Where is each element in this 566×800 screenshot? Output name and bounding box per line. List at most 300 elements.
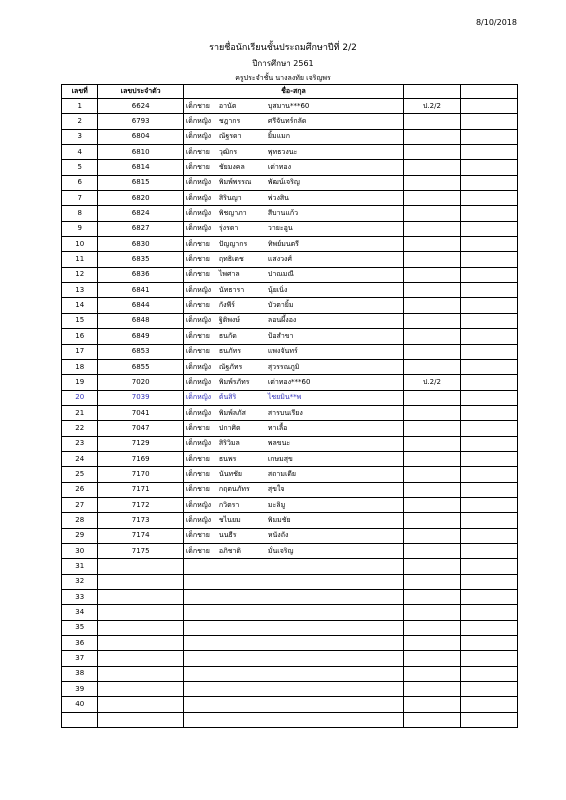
table-row (62, 605, 518, 620)
student-name (183, 436, 403, 451)
class-note (403, 543, 460, 558)
header-extra-2 (460, 85, 517, 99)
extra-cell (460, 620, 517, 635)
header-name: ชื่อ-สกุล (183, 85, 403, 99)
student-name (183, 451, 403, 466)
first-name: นนธีร (218, 531, 237, 540)
student-id: 6827 (98, 221, 184, 236)
student-id: 6855 (98, 359, 184, 374)
class-note (403, 697, 460, 712)
student-id (98, 651, 184, 666)
table-row (62, 283, 518, 298)
extra-cell (460, 528, 517, 543)
table-row (62, 590, 518, 605)
first-name: กวิตรา (218, 500, 240, 509)
class-note (403, 267, 460, 282)
student-id (98, 712, 184, 727)
extra-cell (460, 559, 517, 574)
table-row (62, 636, 518, 651)
student-name (183, 590, 403, 605)
row-number: 27 (62, 497, 98, 512)
student-name (183, 206, 403, 221)
row-number: 8 (62, 206, 98, 221)
last-name: พลขนะ (267, 439, 291, 448)
name-prefix: เด็กหญิง (185, 439, 212, 448)
student-name (183, 528, 403, 543)
table-row (62, 497, 518, 512)
row-number: 14 (62, 298, 98, 313)
name-prefix: เด็กชาย (185, 255, 210, 264)
row-number: 9 (62, 221, 98, 236)
last-name: มะลิมู (267, 500, 286, 509)
extra-cell (460, 283, 517, 298)
first-name: ธนพร (218, 454, 237, 463)
extra-cell (460, 359, 517, 374)
student-name (183, 160, 403, 175)
name-prefix: เด็กชาย (185, 347, 210, 356)
student-name (183, 620, 403, 635)
name-prefix: เด็กชาย (185, 331, 210, 340)
student-name (183, 482, 403, 497)
last-name: สีบานแก้ว (267, 209, 299, 218)
student-roster-table (61, 84, 518, 728)
last-name: เต่าทอง***60 (267, 377, 311, 386)
last-name: มั่นเจริญ (267, 546, 294, 555)
last-name: เต่าทอง (267, 163, 292, 172)
student-name (183, 267, 403, 282)
student-name (183, 405, 403, 420)
class-note (403, 252, 460, 267)
first-name: ชไนยม (218, 515, 241, 524)
name-prefix: เด็กชาย (185, 239, 210, 248)
table-row (62, 114, 518, 129)
name-prefix: เด็กชาย (185, 101, 210, 110)
student-id: 7129 (98, 436, 184, 451)
extra-cell (460, 543, 517, 558)
extra-cell (460, 682, 517, 697)
class-note (403, 421, 460, 436)
last-name: นุ้ยเนิ่ง (267, 285, 288, 294)
row-number: 40 (62, 697, 98, 712)
first-name: พิมพ์รภัทร (218, 377, 250, 386)
last-name: พัฒน์เจริญ (267, 178, 300, 187)
student-id: 6824 (98, 206, 184, 221)
class-note (403, 482, 460, 497)
student-name (183, 421, 403, 436)
first-name: ชัยมงคล (218, 163, 245, 172)
student-name (183, 298, 403, 313)
class-note: ป.2/2 (403, 99, 460, 114)
class-note (403, 467, 460, 482)
extra-cell (460, 160, 517, 175)
class-note (403, 513, 460, 528)
table-row (62, 697, 518, 712)
class-note: ป.2/2 (403, 375, 460, 390)
last-name: ทิพย์มนตรี (267, 239, 299, 248)
class-note (403, 129, 460, 144)
name-prefix: เด็กชาย (185, 485, 210, 494)
table-row (62, 620, 518, 635)
student-id: 7175 (98, 543, 184, 558)
student-id: 6793 (98, 114, 184, 129)
extra-cell (460, 99, 517, 114)
row-number: 6 (62, 175, 98, 190)
class-note (403, 497, 460, 512)
class-note (403, 160, 460, 175)
class-note (403, 191, 460, 206)
name-prefix: เด็กหญิง (185, 132, 212, 141)
student-id: 6844 (98, 298, 184, 313)
row-number: 22 (62, 421, 98, 436)
name-prefix: เด็กหญิง (185, 178, 212, 187)
last-name: เกษมสุข (267, 454, 293, 463)
student-name (183, 237, 403, 252)
extra-cell (460, 252, 517, 267)
student-name (183, 175, 403, 190)
name-prefix: เด็กชาย (185, 469, 210, 478)
name-prefix: เด็กหญิง (185, 193, 212, 202)
row-number: 33 (62, 590, 98, 605)
student-name (183, 712, 403, 727)
extra-cell (460, 590, 517, 605)
student-name (183, 513, 403, 528)
row-number: 12 (62, 267, 98, 282)
name-prefix: เด็กหญิง (185, 117, 212, 126)
row-number: 17 (62, 344, 98, 359)
student-id: 7169 (98, 451, 184, 466)
student-id (98, 559, 184, 574)
first-name: นันทชัย (218, 469, 242, 478)
table-row (62, 651, 518, 666)
class-note (403, 237, 460, 252)
student-name (183, 283, 403, 298)
row-number: 20 (62, 390, 98, 405)
first-name: ฤทธิเดช (218, 255, 244, 264)
class-note (403, 390, 460, 405)
extra-cell (460, 237, 517, 252)
name-prefix: เด็กหญิง (185, 224, 212, 233)
homeroom-teacher: ครูประจำชั้น นางลงทัย เจริญพร (235, 74, 331, 82)
last-name: บัวตายิ้ม (267, 301, 294, 310)
student-id: 6804 (98, 129, 184, 144)
extra-cell (460, 191, 517, 206)
student-id (98, 697, 184, 712)
student-id (98, 620, 184, 635)
row-number: 30 (62, 543, 98, 558)
table-row (62, 221, 518, 236)
table-row (62, 543, 518, 558)
row-number: 38 (62, 666, 98, 681)
table-row (62, 252, 518, 267)
extra-cell (460, 421, 517, 436)
name-prefix: เด็กหญิง (185, 285, 212, 294)
row-number: 5 (62, 160, 98, 175)
student-id: 7174 (98, 528, 184, 543)
table-row (62, 129, 518, 144)
student-id: 7020 (98, 375, 184, 390)
class-note (403, 206, 460, 221)
name-prefix: เด็กหญิง (185, 377, 212, 386)
student-id: 6815 (98, 175, 184, 190)
student-name (183, 114, 403, 129)
name-prefix: เด็กหญิง (185, 408, 212, 417)
table-row (62, 451, 518, 466)
row-number: 10 (62, 237, 98, 252)
last-name: ทาเลื้อ (267, 423, 288, 432)
row-number: 24 (62, 451, 98, 466)
first-name: สิรินญา (218, 193, 242, 202)
student-id: 6835 (98, 252, 184, 267)
student-id (98, 682, 184, 697)
student-id (98, 636, 184, 651)
table-row (62, 191, 518, 206)
class-note (403, 620, 460, 635)
header-student-id: เลขประจำตัว (98, 85, 184, 99)
first-name: ไพศาล (218, 270, 240, 279)
student-id: 6814 (98, 160, 184, 175)
student-name (183, 221, 403, 236)
student-name (183, 467, 403, 482)
extra-cell (460, 313, 517, 328)
last-name: สุขใจ (267, 485, 285, 494)
extra-cell (460, 298, 517, 313)
name-prefix: เด็กหญิง (185, 393, 212, 402)
class-note (403, 359, 460, 374)
row-number: 11 (62, 252, 98, 267)
class-note (403, 666, 460, 681)
class-note (403, 329, 460, 344)
student-id: 7041 (98, 405, 184, 420)
table-body (62, 99, 518, 728)
student-name (183, 666, 403, 681)
first-name: ธนภัทร (218, 347, 241, 356)
name-prefix: เด็กหญิง (185, 209, 212, 218)
table-row (62, 528, 518, 543)
class-note (403, 313, 460, 328)
first-name: อานัต (218, 101, 237, 110)
row-number: 29 (62, 528, 98, 543)
header-number: เลขที่ (62, 85, 98, 99)
row-number: 36 (62, 636, 98, 651)
row-number (62, 712, 98, 727)
row-number: 37 (62, 651, 98, 666)
table-row (62, 421, 518, 436)
first-name: กฤตนภัทร (218, 485, 250, 494)
table-row (62, 329, 518, 344)
student-id: 6841 (98, 283, 184, 298)
row-number: 26 (62, 482, 98, 497)
extra-cell (460, 712, 517, 727)
class-note (403, 636, 460, 651)
student-name (183, 651, 403, 666)
class-note (403, 651, 460, 666)
student-id: 7047 (98, 421, 184, 436)
student-name (183, 99, 403, 114)
row-number: 1 (62, 99, 98, 114)
table-row (62, 145, 518, 160)
class-note (403, 451, 460, 466)
class-note (403, 344, 460, 359)
row-number: 4 (62, 145, 98, 160)
first-name: ธนกัด (218, 331, 237, 340)
extra-cell (460, 175, 517, 190)
extra-cell (460, 375, 517, 390)
table-row (62, 666, 518, 681)
table-row (62, 359, 518, 374)
student-name (183, 559, 403, 574)
name-prefix: เด็กชาย (185, 270, 210, 279)
first-name: กังพีร์ (218, 301, 235, 310)
extra-cell (460, 145, 517, 160)
last-name: สถามเดีย (267, 469, 297, 478)
class-note (403, 605, 460, 620)
last-name: ป้อสำขา (267, 331, 294, 340)
extra-cell (460, 206, 517, 221)
row-number: 7 (62, 191, 98, 206)
last-name: แสงวงศ์ (267, 255, 292, 264)
table-row (62, 513, 518, 528)
row-number: 19 (62, 375, 98, 390)
extra-cell (460, 436, 517, 451)
row-number: 18 (62, 359, 98, 374)
name-prefix: เด็กชาย (185, 301, 210, 310)
student-id (98, 574, 184, 589)
student-id: 7173 (98, 513, 184, 528)
table-row (62, 559, 518, 574)
class-note (403, 221, 460, 236)
table-row (62, 160, 518, 175)
student-name (183, 313, 403, 328)
print-date: 8/10/2018 (475, 18, 517, 27)
table-row (62, 313, 518, 328)
name-prefix: เด็กหญิง (185, 500, 212, 509)
table-row (62, 712, 518, 727)
table-row (62, 574, 518, 589)
student-name (183, 344, 403, 359)
student-name (183, 497, 403, 512)
name-prefix: เด็กหญิง (185, 515, 212, 524)
student-name (183, 329, 403, 344)
row-number: 25 (62, 467, 98, 482)
first-name: พิมพ์พรรณ (218, 178, 252, 187)
student-id: 6853 (98, 344, 184, 359)
table-row (62, 298, 518, 313)
first-name: สิริวิมล (218, 439, 240, 448)
student-id (98, 605, 184, 620)
row-number: 34 (62, 605, 98, 620)
last-name: ปาณมณี (267, 270, 294, 279)
student-name (183, 697, 403, 712)
extra-cell (460, 497, 517, 512)
student-id: 7171 (98, 482, 184, 497)
student-name (183, 191, 403, 206)
extra-cell (460, 114, 517, 129)
first-name: ปกาศิต (218, 423, 241, 432)
student-name (183, 605, 403, 620)
class-note (403, 145, 460, 160)
class-note (403, 405, 460, 420)
row-number: 32 (62, 574, 98, 589)
student-name (183, 359, 403, 374)
last-name: พุทธวงนะ (267, 147, 298, 156)
student-id: 6836 (98, 267, 184, 282)
first-name: ต้นสิริ (218, 393, 237, 402)
extra-cell (460, 390, 517, 405)
last-name: ศรีจันทร์กลัด (267, 117, 307, 126)
last-name: ยิ้มแมก (267, 132, 290, 141)
table-row (62, 237, 518, 252)
row-number: 21 (62, 405, 98, 420)
row-number: 28 (62, 513, 98, 528)
table-row (62, 206, 518, 221)
class-note (403, 559, 460, 574)
first-name: ปัญญากร (218, 239, 248, 248)
student-id: 6820 (98, 191, 184, 206)
first-name: อภิชาติ (218, 546, 241, 555)
class-note (403, 175, 460, 190)
student-id: 7039 (98, 390, 184, 405)
extra-cell (460, 651, 517, 666)
academic-year: ปีการศึกษา 2561 (252, 59, 314, 68)
table-row (62, 467, 518, 482)
student-id: 7170 (98, 467, 184, 482)
class-note (403, 682, 460, 697)
first-name: วุฒิกร (218, 147, 238, 156)
student-id: 6830 (98, 237, 184, 252)
extra-cell (460, 666, 517, 681)
table-row (62, 267, 518, 282)
class-note (403, 436, 460, 451)
first-name: ฐิติพงษ์ (218, 316, 240, 325)
table-row (62, 99, 518, 114)
row-number: 15 (62, 313, 98, 328)
class-note (403, 590, 460, 605)
last-name: ลอนผึ้งอง (267, 316, 297, 325)
student-name (183, 145, 403, 160)
student-name (183, 390, 403, 405)
table-row (62, 436, 518, 451)
extra-cell (460, 697, 517, 712)
student-id: 6624 (98, 99, 184, 114)
student-id: 6810 (98, 145, 184, 160)
first-name: พิมพ์ลภัส (218, 408, 246, 417)
extra-cell (460, 574, 517, 589)
name-prefix: เด็กชาย (185, 423, 210, 432)
student-name (183, 543, 403, 558)
first-name: ณัฐรดา (218, 132, 242, 141)
first-name: นัทธารา (218, 285, 245, 294)
extra-cell (460, 467, 517, 482)
table-header-row (62, 85, 518, 99)
class-note (403, 114, 460, 129)
extra-cell (460, 451, 517, 466)
name-prefix: เด็กหญิง (185, 316, 212, 325)
student-id: 6848 (98, 313, 184, 328)
student-id: 6849 (98, 329, 184, 344)
class-note (403, 712, 460, 727)
extra-cell (460, 636, 517, 651)
last-name: พิมมชัย (267, 515, 291, 524)
name-prefix: เด็กชาย (185, 163, 210, 172)
last-name: สุวรรณภูมิ (267, 362, 300, 371)
extra-cell (460, 482, 517, 497)
last-name: พ่วงสิน (267, 193, 289, 202)
last-name: หนังถัง (267, 531, 289, 540)
last-name: ไชยมิน**พ (267, 393, 302, 402)
student-id: 7172 (98, 497, 184, 512)
row-number: 35 (62, 620, 98, 635)
name-prefix: เด็กชาย (185, 147, 210, 156)
